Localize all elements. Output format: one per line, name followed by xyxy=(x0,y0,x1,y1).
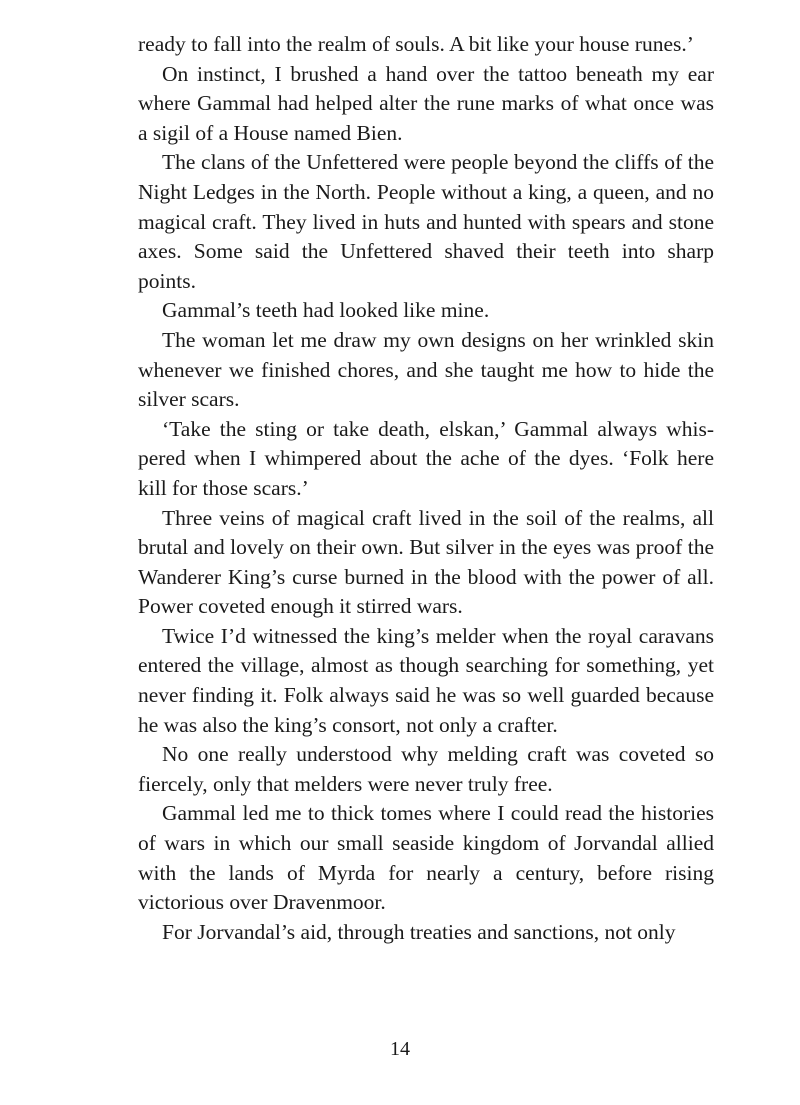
paragraph: Gammal’s teeth had looked like mine. xyxy=(162,298,490,323)
paragraph: No one really understood why melding craft was coveted so fiercely, only that melders were never truly free. xyxy=(138,742,714,796)
page-number: 14 xyxy=(390,1038,410,1060)
paragraph: Gammal led me to thick tomes where I could read the histories of wars in which our small seaside kingdom of Jorvandal allied with the lands of Myrda for nearly a century, before rising victorious over Dravenmoor. xyxy=(138,801,714,915)
paragraph-continuation: ready to fall into the realm of souls. A bit like your house runes.’ xyxy=(138,32,694,56)
paragraph: Twice I’d witnessed the king’s melder when the royal caravans entered the village, almost as though searching for something, yet never finding it. Folk always said he was so well guarded because he was also the king’s consort, not only a crafter. xyxy=(138,623,714,737)
paragraph: The clans of the Unfettered were people beyond the cliffs of the Night Ledges in the North. People without a king, a queen, and no magical craft. They lived in huts and hunted with spears and stone axes. Some said the Unfettered shaved their teeth into sharp points. xyxy=(138,150,714,293)
paragraph: ‘Take the sting or take death, elskan,’ Gammal always whispered when I whimpered about the ache of the dyes. ‘Folk here kill for those scars.’ xyxy=(138,416,714,500)
paragraph: On instinct, I brushed a hand over the tattoo beneath my ear where Gammal had helped alter the rune marks of what once was a sigil of a House named Bien. xyxy=(138,61,714,145)
paragraph: For Jorvandal’s aid, through treaties and sanctions, not only xyxy=(162,919,676,944)
paragraph: Three veins of magical craft lived in the soil of the realms, all brutal and lovely on their own. But silver in the eyes was proof the Wanderer King’s curse burned in the blood with the power of all. Power coveted enough it stirred wars. xyxy=(138,505,714,619)
body-text xyxy=(138,30,714,947)
paragraph: The woman let me draw my own designs on her wrinkled skin whenever we finished chores, and she taught me how to hide the silver scars. xyxy=(138,327,714,412)
